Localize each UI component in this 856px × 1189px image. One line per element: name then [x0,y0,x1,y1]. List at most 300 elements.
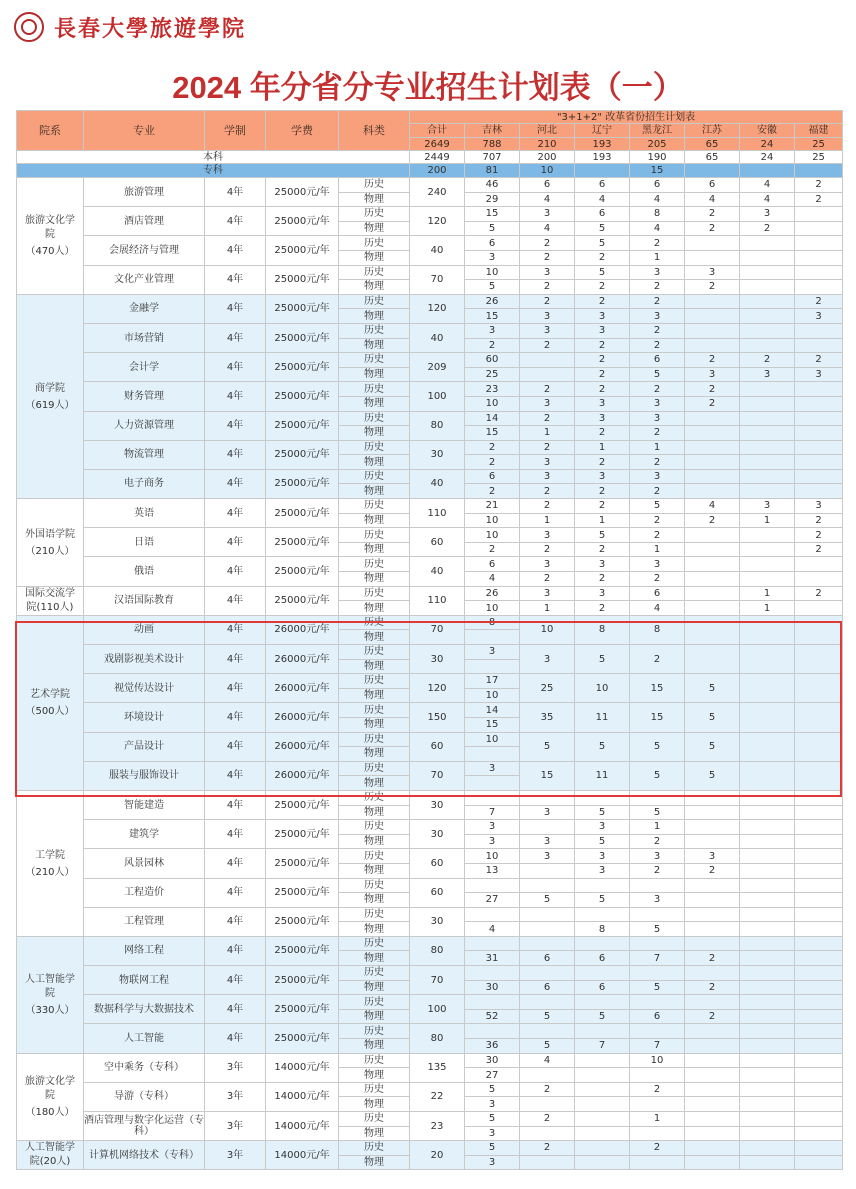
quota-cell [685,1068,740,1083]
major-name: 市场营销 [84,323,205,352]
quota-cell [685,469,740,484]
quota-cell [795,1009,843,1024]
quota-cell [520,353,575,368]
quota-cell: 6 [465,557,520,572]
quota-cell: 5 [575,805,630,820]
quota-cell: 2 [520,236,575,251]
enrollment-plan-table [16,110,843,1170]
major-name: 英语 [84,499,205,528]
major-name: 日语 [84,528,205,557]
quota-cell [795,572,843,587]
quota-cell [795,893,843,908]
quota-cell: 25 [520,674,575,703]
grand-total-cell: 25 [795,138,843,151]
major-years: 4年 [205,790,266,819]
college-count: （500人） [25,706,75,718]
quota-cell: 5 [465,1082,520,1097]
quota-cell: 3 [575,396,630,411]
quota-cell: 2 [465,484,520,499]
table-row [17,849,843,864]
major-fee: 26000元/年 [266,732,339,761]
quota-cell [575,1082,630,1097]
major-years: 4年 [205,178,266,207]
quota-cell [740,615,795,644]
subject-cell: 物理 [339,805,410,820]
benke-total-cell: 65 [685,151,740,164]
grand-total-cell: 65 [685,138,740,151]
province-header: 辽宁 [575,124,630,138]
subject-cell: 历史 [339,1112,410,1127]
quota-cell: 2 [520,382,575,397]
province-header: 合计 [410,124,465,138]
quota-cell [520,820,575,835]
quota-cell [740,1112,795,1127]
quota-cell: 15 [465,207,520,222]
major-fee: 25000元/年 [266,820,339,849]
major-years: 4年 [205,411,266,440]
quota-cell [795,601,843,616]
table-row [17,207,843,222]
subject-cell: 历史 [339,849,410,864]
zhuanke-total-cell [685,164,740,178]
benke-total-cell: 25 [795,151,843,164]
zhuanke-total-cell: 200 [410,164,465,178]
table-row [17,265,843,280]
quota-cell [795,907,843,922]
quota-cell: 4 [520,1053,575,1068]
quota-cell [575,1068,630,1083]
quota-cell: 3 [575,469,630,484]
quota-cell: 5 [465,221,520,236]
quota-cell [740,572,795,587]
quota-cell: 15 [520,761,575,790]
quota-cell: 3 [575,863,630,878]
major-name: 物联网工程 [84,966,205,995]
quota-cell: 5 [575,221,630,236]
quota-cell: 1 [630,820,685,835]
quota-cell: 27 [465,1068,520,1083]
quota-cell: 31 [465,951,520,966]
quota-cell [520,1097,575,1112]
quota-cell: 2 [630,484,685,499]
major-name: 环境设计 [84,703,205,732]
subject-cell: 历史 [339,294,410,309]
quota-cell: 3 [520,207,575,222]
quota-cell [740,951,795,966]
subject-cell: 物理 [339,863,410,878]
table-row [17,1082,843,1097]
quota-cell: 10 [465,601,520,616]
major-years: 3年 [205,1112,266,1141]
subject-cell: 物理 [339,484,410,499]
benke-total-cell: 193 [575,151,630,164]
quota-cell: 3 [575,586,630,601]
quota-cell [575,1141,630,1156]
quota-cell: 3 [740,367,795,382]
quota-cell: 2 [465,542,520,557]
subject-cell: 物理 [339,659,410,674]
table-row [17,1024,843,1039]
table-row [17,761,843,776]
quota-cell: 2 [575,294,630,309]
college-cell [17,1141,84,1170]
quota-cell: 3 [520,645,575,674]
quota-cell [740,323,795,338]
quota-cell [630,878,685,893]
major-total: 60 [410,732,465,761]
major-fee: 25000元/年 [266,557,339,586]
quota-cell: 3 [520,557,575,572]
major-name: 财务管理 [84,382,205,411]
quota-cell: 4 [630,601,685,616]
quota-cell [685,294,740,309]
quota-cell: 2 [630,645,685,674]
major-total: 60 [410,528,465,557]
major-years: 4年 [205,353,266,382]
quota-cell [685,834,740,849]
quota-cell [685,805,740,820]
quota-cell [630,995,685,1010]
quota-cell: 5 [520,893,575,908]
major-total: 22 [410,1082,465,1111]
quota-cell: 5 [630,980,685,995]
quota-cell [795,820,843,835]
subject-cell: 历史 [339,323,410,338]
major-name: 戏剧影视美术设计 [84,645,205,674]
quota-cell: 2 [795,353,843,368]
major-fee: 25000元/年 [266,849,339,878]
subject-cell: 历史 [339,528,410,543]
major-years: 4年 [205,469,266,498]
subject-cell: 历史 [339,207,410,222]
table-row [17,469,843,484]
quota-cell: 3 [520,586,575,601]
major-years: 4年 [205,966,266,995]
quota-cell [685,1082,740,1097]
major-fee: 25000元/年 [266,265,339,294]
header-subject: 科类 [339,111,410,151]
subject-cell: 历史 [339,440,410,455]
quota-cell [520,1068,575,1083]
quota-cell [795,761,843,790]
quota-cell: 10 [465,513,520,528]
quota-cell: 2 [630,280,685,295]
quota-cell [685,922,740,937]
major-years: 4年 [205,761,266,790]
quota-cell [740,411,795,426]
quota-cell [740,922,795,937]
major-fee: 25000元/年 [266,790,339,819]
quota-cell [685,323,740,338]
subject-cell: 历史 [339,732,410,747]
quota-cell: 5 [575,236,630,251]
quota-cell: 2 [795,192,843,207]
table-row [17,557,843,572]
table-row [17,499,843,514]
major-years: 4年 [205,382,266,411]
major-total: 20 [410,1141,465,1170]
quota-cell [740,907,795,922]
page-title: 2024 年分省分专业招生计划表（一） [172,70,684,105]
subject-cell: 物理 [339,455,410,470]
quota-cell: 3 [465,1155,520,1170]
quota-cell [795,834,843,849]
college-name: 国际交流学院(110人) [25,587,75,613]
province-header: 福建 [795,124,843,138]
subject-cell: 历史 [339,557,410,572]
quota-cell: 2 [465,338,520,353]
major-total: 209 [410,353,465,382]
quota-cell: 2 [520,484,575,499]
major-total: 120 [410,674,465,703]
table-row [17,440,843,455]
quota-cell [520,1155,575,1170]
table-row [17,1053,843,1068]
quota-cell [465,907,520,922]
quota-cell [740,966,795,981]
quota-cell: 3 [520,469,575,484]
benke-label: 本科 [17,151,410,164]
quota-cell [575,995,630,1010]
quota-cell [685,820,740,835]
major-fee: 25000元/年 [266,236,339,265]
quota-cell: 2 [685,396,740,411]
quota-cell: 5 [685,674,740,703]
quota-cell [685,1112,740,1127]
college-name: 旅游文化学院 [25,1076,75,1102]
quota-cell [685,557,740,572]
quota-cell [685,995,740,1010]
quota-cell: 10 [465,265,520,280]
major-total: 80 [410,936,465,965]
benke-total-cell: 707 [465,151,520,164]
subject-cell: 物理 [339,250,410,265]
table-row [17,236,843,251]
quota-cell [795,426,843,441]
quota-cell [685,966,740,981]
table-row [17,382,843,397]
quota-cell: 3 [575,323,630,338]
quota-cell: 3 [520,834,575,849]
quota-cell: 2 [520,1112,575,1127]
subject-cell: 物理 [339,513,410,528]
quota-cell: 1 [740,513,795,528]
quota-cell [685,936,740,951]
quota-cell [795,280,843,295]
subject-cell: 历史 [339,1082,410,1097]
quota-cell: 3 [465,761,520,776]
table-row [17,528,843,543]
quota-cell: 3 [575,557,630,572]
quota-cell: 3 [685,265,740,280]
zhuanke-total-cell [740,164,795,178]
major-fee: 26000元/年 [266,674,339,703]
major-total: 30 [410,820,465,849]
quota-cell: 5 [520,1039,575,1054]
major-name: 会展经济与管理 [84,236,205,265]
major-years: 4年 [205,732,266,761]
subject-cell: 物理 [339,309,410,324]
major-fee: 25000元/年 [266,178,339,207]
subject-cell: 历史 [339,878,410,893]
quota-cell: 23 [465,382,520,397]
college-name: 工学院 [35,849,65,861]
major-name: 导游（专科） [84,1082,205,1111]
quota-cell: 2 [630,834,685,849]
quota-cell: 1 [740,601,795,616]
quota-cell [795,805,843,820]
header-plan-title: "3+1+2" 改革省份招生计划表 [410,111,843,124]
major-total: 240 [410,178,465,207]
quota-cell [685,528,740,543]
quota-cell: 1 [520,513,575,528]
quota-cell [630,1097,685,1112]
grand-total-cell: 788 [465,138,520,151]
quota-cell: 2 [685,951,740,966]
major-name: 金融学 [84,294,205,323]
quota-cell: 2 [520,294,575,309]
quota-cell: 1 [630,440,685,455]
quota-cell: 6 [685,178,740,193]
quota-cell: 3 [520,396,575,411]
quota-cell [795,674,843,703]
quota-cell: 2 [575,499,630,514]
quota-cell: 10 [520,615,575,644]
quota-cell: 1 [575,513,630,528]
quota-cell [740,980,795,995]
quota-cell: 17 [465,674,520,689]
header-fee: 学费 [266,111,339,151]
province-header: 安徽 [740,124,795,138]
major-name: 工程管理 [84,907,205,936]
quota-cell [685,338,740,353]
major-fee: 25000元/年 [266,323,339,352]
quota-cell: 5 [685,703,740,732]
quota-cell [740,1068,795,1083]
quota-cell [795,396,843,411]
quota-cell [520,878,575,893]
quota-cell: 3 [630,396,685,411]
subject-cell: 物理 [339,980,410,995]
major-total: 100 [410,995,465,1024]
quota-cell: 60 [465,353,520,368]
quota-cell: 3 [575,309,630,324]
quota-cell: 3 [465,323,520,338]
major-years: 4年 [205,936,266,965]
quota-cell [685,1155,740,1170]
major-years: 4年 [205,207,266,236]
quota-cell: 2 [630,294,685,309]
major-total: 110 [410,499,465,528]
quota-cell [740,703,795,732]
table-row [17,995,843,1010]
quota-cell [740,1009,795,1024]
quota-cell [520,936,575,951]
quota-cell [795,382,843,397]
quota-cell [795,250,843,265]
major-years: 4年 [205,849,266,878]
quota-cell: 3 [520,455,575,470]
quota-cell [740,761,795,790]
quota-cell [520,367,575,382]
major-years: 4年 [205,586,266,615]
subject-cell: 历史 [339,820,410,835]
quota-cell [685,236,740,251]
quota-cell [740,893,795,908]
quota-cell [685,1024,740,1039]
quota-cell [795,484,843,499]
quota-cell: 2 [685,353,740,368]
quota-cell: 2 [575,572,630,587]
quota-cell [465,1024,520,1039]
quota-cell [795,790,843,805]
quota-cell: 2 [795,586,843,601]
quota-cell: 5 [685,761,740,790]
quota-cell [740,250,795,265]
quota-cell [795,615,843,644]
major-total: 120 [410,294,465,323]
quota-cell [575,936,630,951]
quota-cell [740,732,795,761]
quota-cell: 3 [630,469,685,484]
quota-cell: 3 [630,411,685,426]
quota-cell [740,1053,795,1068]
quota-cell [795,1082,843,1097]
grand-total-cell: 2649 [410,138,465,151]
quota-cell [740,542,795,557]
quota-cell: 5 [465,1141,520,1156]
quota-cell [795,1155,843,1170]
quota-cell: 3 [630,849,685,864]
major-years: 4年 [205,820,266,849]
logo-text: 長春大學旅遊學院 [54,15,247,42]
major-name: 服装与服饰设计 [84,761,205,790]
quota-cell [795,469,843,484]
college-name: 商学院 [35,382,65,394]
quota-cell: 2 [575,250,630,265]
quota-cell: 6 [630,178,685,193]
quota-cell: 2 [630,572,685,587]
quota-cell: 4 [520,192,575,207]
quota-cell: 4 [740,192,795,207]
quota-cell [740,236,795,251]
quota-cell: 6 [575,178,630,193]
major-fee: 25000元/年 [266,382,339,411]
quota-cell: 2 [685,513,740,528]
quota-cell [740,338,795,353]
subject-cell: 物理 [339,717,410,732]
quota-cell [795,951,843,966]
subject-cell: 物理 [339,1068,410,1083]
major-years: 3年 [205,1141,266,1170]
major-years: 4年 [205,323,266,352]
quota-cell [685,309,740,324]
quota-cell: 7 [575,1039,630,1054]
subject-cell: 物理 [339,280,410,295]
quota-cell: 2 [630,455,685,470]
table-row [17,411,843,426]
quota-cell [685,426,740,441]
major-years: 3年 [205,1082,266,1111]
subject-cell: 历史 [339,265,410,280]
quota-cell [795,849,843,864]
quota-cell: 2 [630,323,685,338]
quota-cell: 2 [795,528,843,543]
quota-cell: 2 [575,338,630,353]
quota-cell: 36 [465,1039,520,1054]
quota-cell [575,878,630,893]
quota-cell [575,1126,630,1141]
